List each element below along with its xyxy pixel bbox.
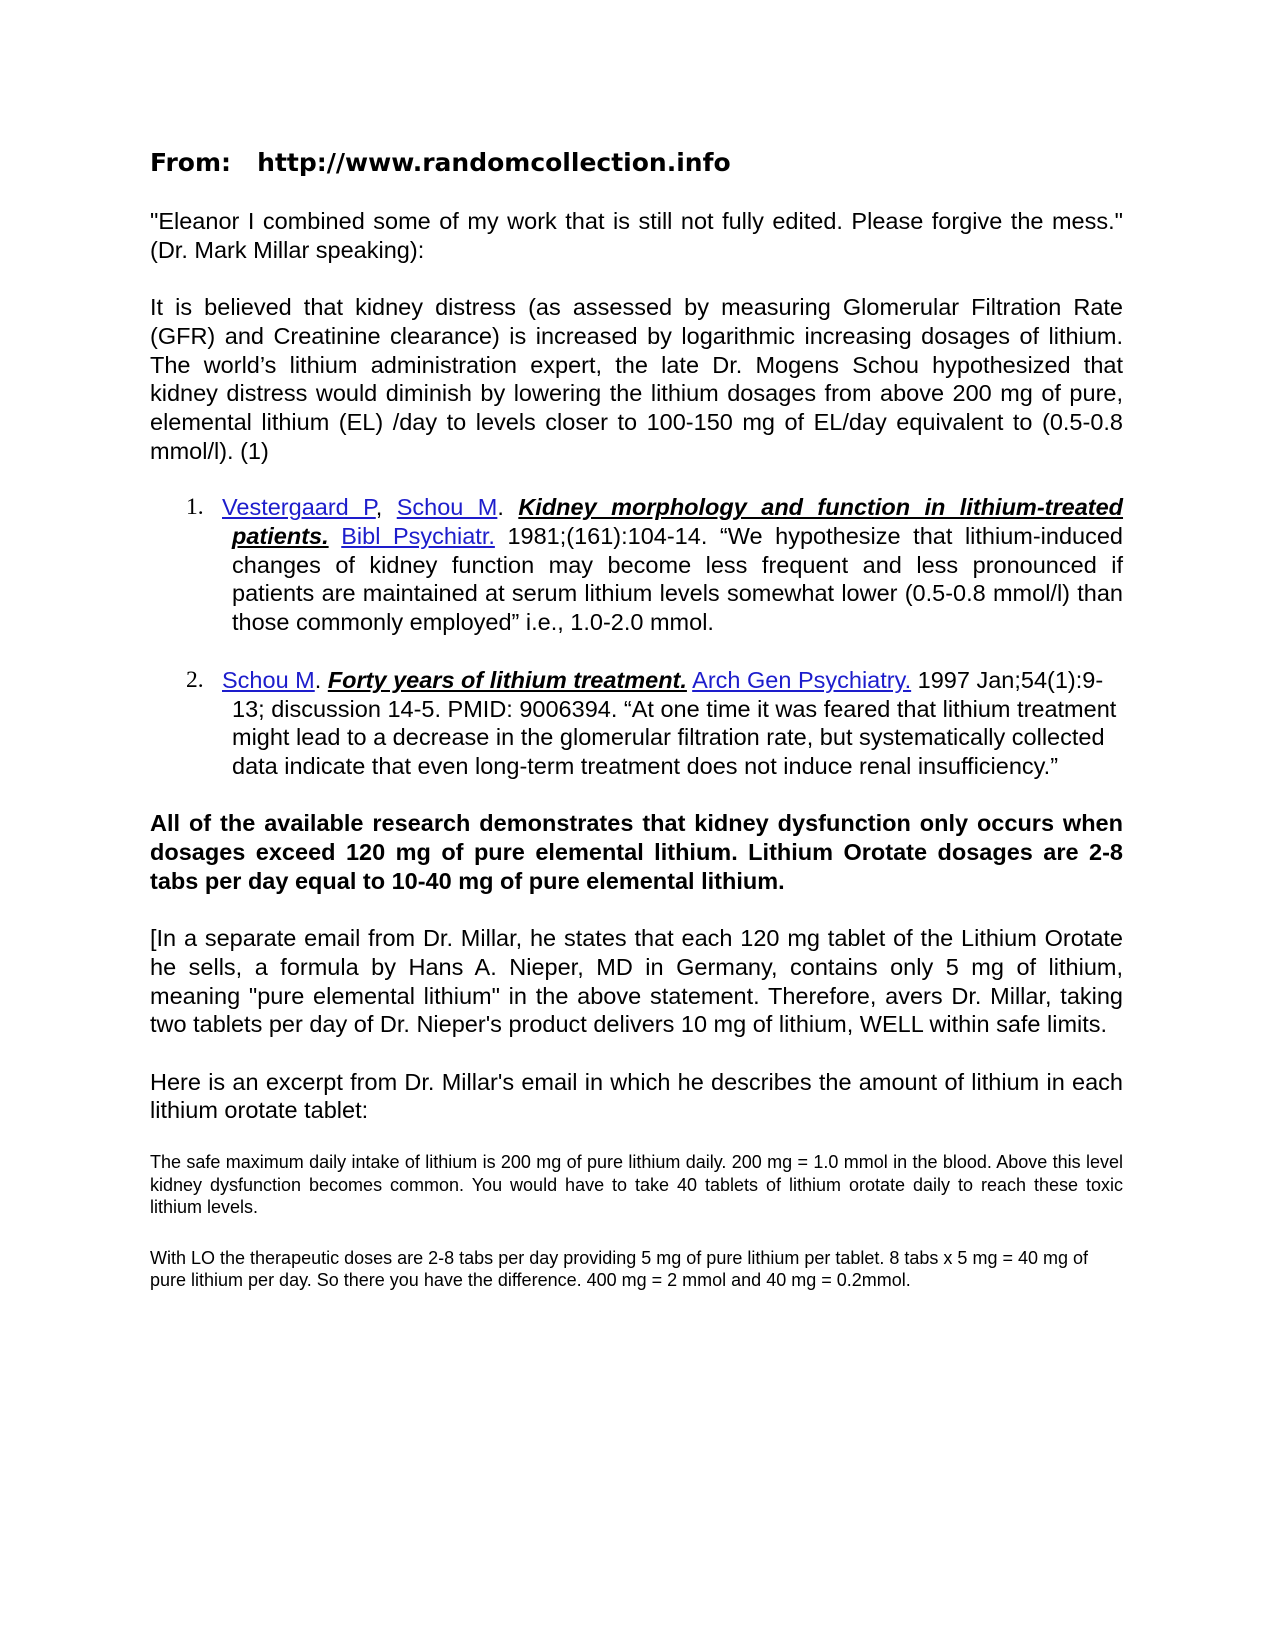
- article-title: Kidney morphology and function in lithium-treated patients.: [232, 494, 1124, 550]
- separate-email-paragraph: [In a separate email from Dr. Millar, he states that each 120 mg tablet of the Lithium Orotate he sells, a formula by Hans A. Nieper, MD in Germany, contains only 5 mg of lithium, meaning "pure elemental lithium" in the above statement. Therefore, avers Dr. Millar, taking two tablets per day of Dr. Nieper's product delivers 10 mg of lithium, WELL within safe limits.: [150, 925, 1123, 1038]
- source-heading: [150, 148, 1123, 178]
- author-link[interactable]: Schou M: [222, 666, 315, 693]
- journal-link[interactable]: Bibl Psychiatr.: [341, 523, 495, 550]
- journal-link[interactable]: Arch Gen Psychiatry.: [692, 666, 912, 693]
- from-label: From:: [150, 148, 232, 177]
- reference-item: [150, 666, 1123, 781]
- source-url: http://www.randomcollection.info: [257, 148, 731, 177]
- research-summary: All of the available research demonstrates that kidney dysfunction only occurs when dosages exceed 120 mg of pure elemental lithium. Lithium Orotate dosages are 2-8 tabs per day equal to 10-40 mg of pure elemental lithium.: [150, 810, 1123, 894]
- reference-number: 2.: [186, 666, 204, 693]
- intro-quote: "Eleanor I combined some of my work that is still not fully edited. Please forgive the mess." (Dr. Mark Millar speaking):: [150, 208, 1123, 263]
- email-excerpt-1: The safe maximum daily intake of lithium is 200 mg of pure lithium daily. 200 mg = 1.0 mmol in the blood. Above this level kidney dysfunction becomes common. You would have to take 40 tablets of lithium orotate daily to reach these toxic lithium levels.: [150, 1152, 1123, 1218]
- separator: ,: [375, 494, 397, 521]
- separator: .: [314, 666, 328, 693]
- excerpt-intro: Here is an excerpt from Dr. Millar's email in which he describes the amount of lithium in each lithium orotate tablet:: [150, 1068, 1123, 1124]
- author-link[interactable]: Vestergaard P: [222, 494, 376, 521]
- author-link[interactable]: Schou M: [396, 494, 498, 521]
- separator: .: [497, 494, 519, 521]
- reference-list: [150, 493, 1123, 780]
- kidney-distress-paragraph: It is believed that kidney distress (as assessed by measuring Glomerular Filtration Rate (GFR) and Creatinine clearance) is increased by logarithmic increasing dosages of lithium. The world’s lithium administration expert, the late Dr. Mogens Schou hypothesized that kidney distress would diminish by lowering the lithium dosages from above 200 mg of pure, elemental lithium (EL) /day to levels closer to 100-150 mg of EL/day equivalent to (0.5-0.8 mmol/l). (1): [150, 294, 1123, 464]
- citation-text: 1997 Jan;54(1):9-13; discussion 14-5. PMID: 9006394. “At one time it was feared that lithium treatment might lead to a decrease in the glomerular filtration rate, but systematically collected data indicate that even long-term treatment does not induce renal insufficiency.”: [232, 666, 1117, 779]
- reference-item: [150, 493, 1123, 637]
- reference-number: 1.: [186, 494, 204, 521]
- article-title: Forty years of lithium treatment.: [327, 666, 687, 693]
- email-excerpt-2: With LO the therapeutic doses are 2-8 tabs per day providing 5 mg of pure lithium per tablet. 8 tabs x 5 mg = 40 mg of pure lithium per day. So there you have the difference. 400 mg = 2 mmol and 40 mg = 0.2mmol.: [150, 1247, 1089, 1291]
- document-page: [150, 148, 1123, 1292]
- citation-text: 1981;(161):104-14. “We hypothesize that lithium-induced changes of kidney function may become less frequent and less pronounced if patients are maintained at serum lithium levels somewhat lower (0.5-0.8 mmol/l) than those commonly employed” i.e., 1.0-2.0 mmol.: [232, 523, 1123, 636]
